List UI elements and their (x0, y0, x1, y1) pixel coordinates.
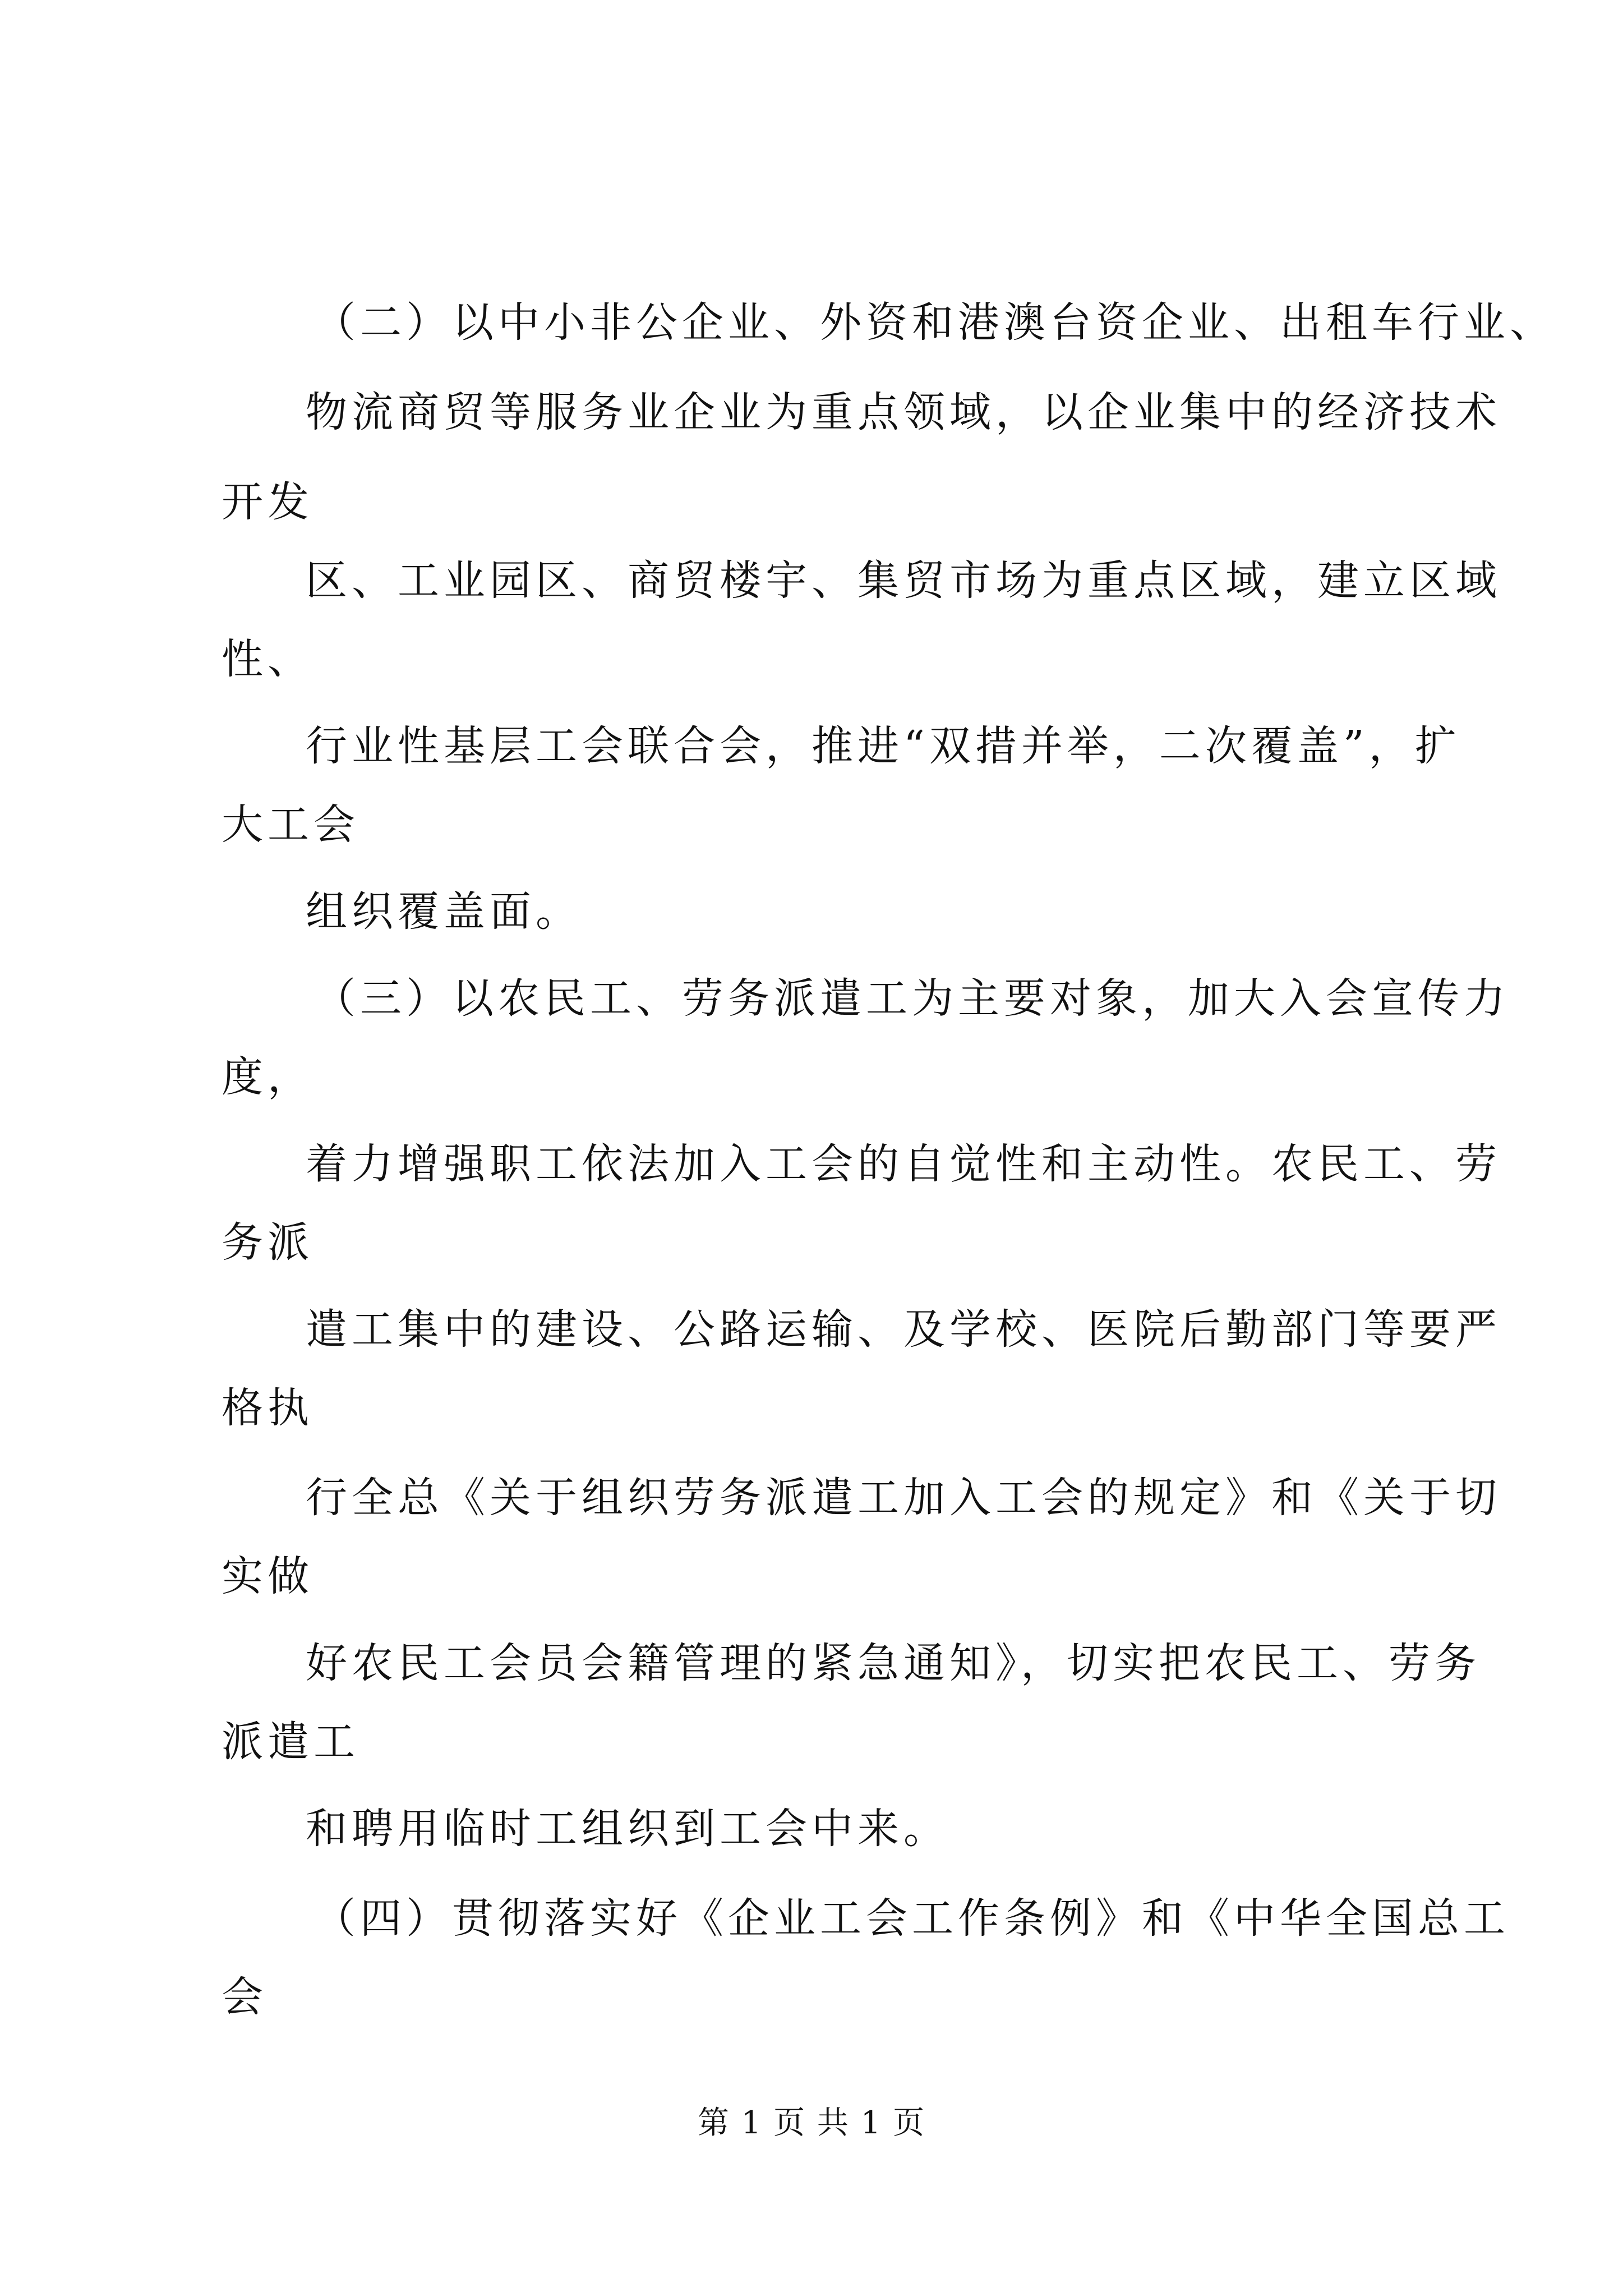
text-line: 派遣工 (222, 1718, 359, 1766)
text-line: 组织覆盖面。 (306, 887, 582, 936)
text-line: 遣工集中的建设、公路运输、及学校、医院后勤部门等要严 (306, 1305, 1501, 1354)
text-line: 大工会 (222, 800, 359, 849)
text-line: 好农民工会员会籍管理的紧急通知》，切实把农民工、劳务 (306, 1639, 1481, 1687)
text-line: （四）贯彻落实好《企业工会工作条例》和《中华全国总工 (314, 1894, 1510, 1943)
text-line: 区、工业园区、商贸楼宇、集贸市场为重点区域，建立区域 (306, 556, 1501, 605)
text-line: 度， (222, 1053, 313, 1101)
text-line: 开发 (222, 478, 313, 526)
text-line: 实做 (222, 1552, 313, 1600)
text-line: （二）以中小非公企业、外资和港澳台资企业、出租车行业、 (314, 298, 1556, 347)
text-line: 物流商贸等服务业企业为重点领域，以企业集中的经济技术 (306, 388, 1501, 436)
text-line: 会 (222, 1973, 268, 2021)
text-line: 务派 (222, 1218, 313, 1267)
text-line: 格执 (222, 1384, 313, 1432)
text-line: （三）以农民工、劳务派遣工为主要对象，加大入会宣传力 (314, 974, 1510, 1023)
text-line: 性、 (222, 635, 313, 683)
text-line: 行业性基层工会联合会，推进“双措并举，二次覆盖”，扩 (306, 722, 1461, 770)
text-line: 和聘用临时工组织到工会中来。 (306, 1805, 949, 1853)
text-line: 行全总《关于组织劳务派遣工加入工会的规定》和《关于切 (306, 1474, 1501, 1522)
text-line: 着力增强职工依法加入工会的自觉性和主动性。农民工、劳 (306, 1140, 1501, 1188)
page-number-footer: 第 1 页 共 1 页 (697, 2105, 926, 2141)
